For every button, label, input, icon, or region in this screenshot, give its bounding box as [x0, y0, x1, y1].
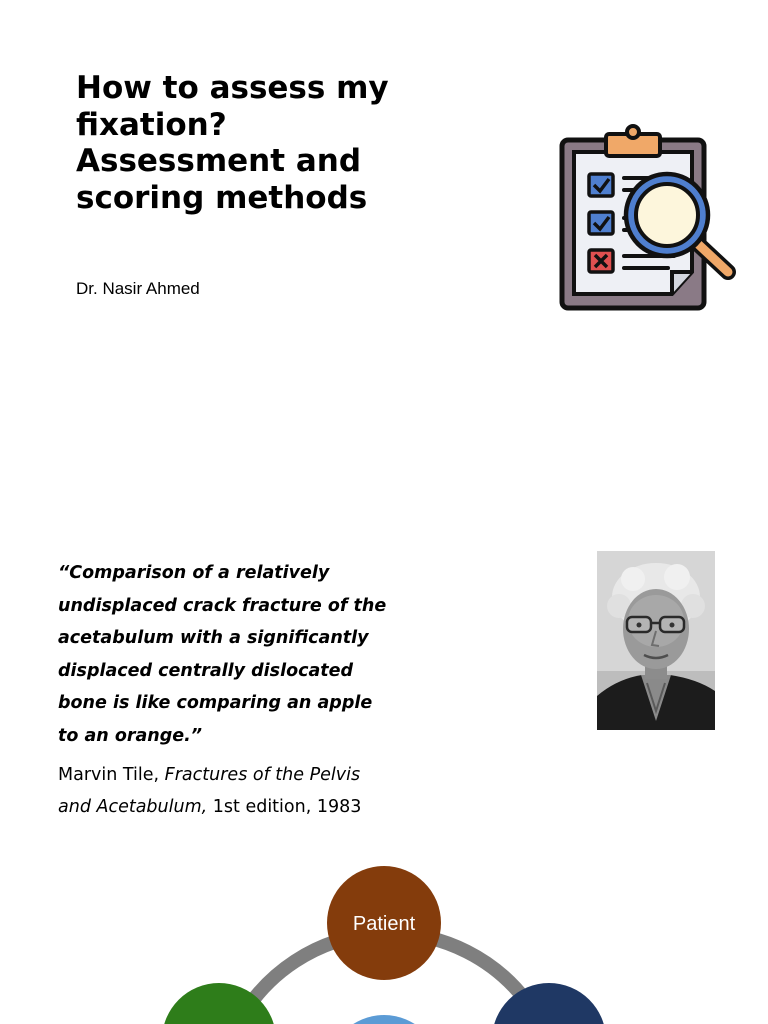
quote-line: bone is like comparing an apple: [58, 693, 373, 714]
title-line: Assessment and: [76, 143, 362, 179]
title-line: How to assess my: [76, 70, 389, 106]
quote-line: displaced centrally dislocated: [58, 660, 354, 681]
portrait-photo: [597, 551, 715, 730]
author-name: Dr. Nasir Ahmed: [76, 279, 200, 298]
quote-line: acetabulum with a significantly: [58, 628, 369, 649]
quote-line: to an orange.”: [58, 725, 203, 746]
cycle-node-center: [327, 1015, 441, 1024]
title-line: scoring methods: [76, 179, 368, 216]
clipboard-checklist-icon: [556, 122, 740, 312]
cycle-node-patient-label: Patient: [352, 913, 416, 935]
citation-book-title: and Acetabulum,: [58, 797, 208, 818]
citation-edition: 1st edition, 1983: [207, 797, 362, 818]
title-line: fixation?: [76, 106, 227, 143]
quote-line: undisplaced crack fracture of the: [58, 595, 387, 616]
citation-author: Marvin Tile,: [58, 765, 165, 785]
quote-text: [58, 557, 438, 753]
citation-book-title: Fractures of the Pelvis: [164, 765, 361, 785]
quote-line: “Comparison of a relatively: [58, 563, 330, 583]
cycle-diagram: [0, 850, 768, 1024]
author-portrait: [597, 551, 715, 730]
quote-citation: [58, 759, 438, 824]
page-title: [76, 70, 456, 216]
